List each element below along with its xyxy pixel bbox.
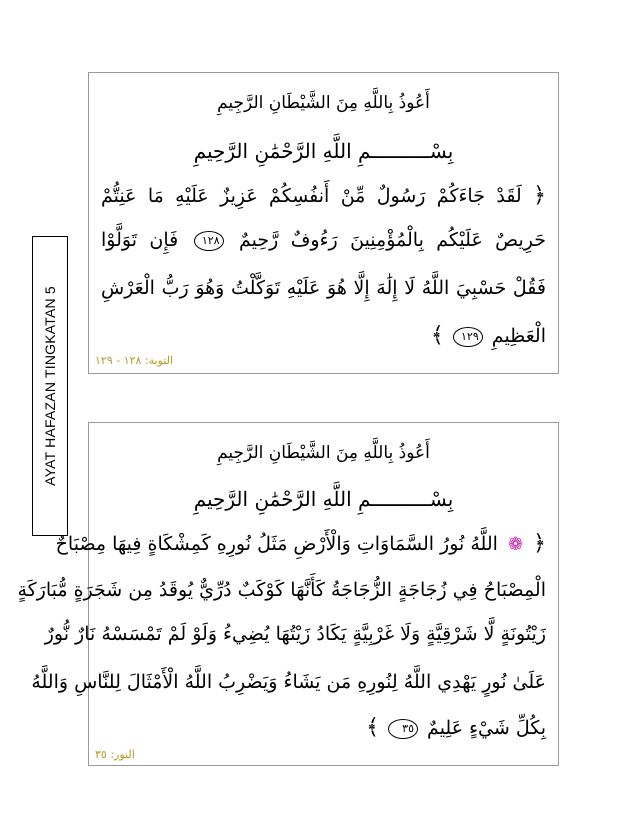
open-bracket: ﴿ [533, 183, 546, 208]
open-bracket: ﴿ [533, 531, 546, 556]
verse-text: الْمِصْبَاحُ فِي زُجَاجَةٍ الزُّجَاجَةُ كَأَنَّهَا كَوْكَبٌ دُرِّيٌّ يُوقَدُ مِن شَجَرَةٍ مُّبَارَكَةٍ [17, 579, 546, 601]
ayah-number-marker: ١٢٨ [194, 231, 224, 251]
side-title-box [32, 236, 68, 536]
ayah-number-marker: ٣٥ [388, 719, 418, 739]
verse-line-3 [44, 623, 546, 645]
verse-line-2 [101, 229, 546, 251]
verse-line-2 [17, 579, 546, 601]
flower-ornament-icon: ❁ [507, 534, 524, 555]
verse-text: عَلَىٰ نُورٍ يَهْدِي اللَّهُ لِنُورِهِ مَن يَشَاءُ وَيَضْرِبُ اللَّهُ الْأَمْثَالَ لِلنَّاسِ وَاللَّهُ [31, 671, 546, 693]
verse-line-1 [101, 183, 546, 208]
surah-reference: النور: ٣٥ [95, 748, 135, 761]
close-bracket: ﴾ [430, 323, 444, 348]
verse-line-1 [55, 531, 546, 556]
ayah-number-marker: ١٢٩ [453, 327, 483, 347]
verse-panel-nur [17, 422, 559, 766]
verse-text: حَرِيصٌ عَلَيْكُم بِالْمُؤْمِنِينَ رَءُوفٌ رَّحِيمٌ [239, 229, 546, 251]
verse-text: فَقُلْ حَسْبِيَ اللَّهُ لَا إِلَٰهَ إِلَّا هُوَ عَلَيْهِ تَوَكَّلْتُ وَهُوَ رَبُّ الْعَرْشِ [101, 277, 546, 299]
taawudh-line: أَعُوذُ بِاللَّهِ مِنَ الشَّيْطَانِ الرَّجِيمِ [217, 93, 430, 113]
verse-text: لَقَدْ جَاءَكُمْ رَسُولٌ مِّنْ أَنفُسِكُمْ عَزِيزٌ عَلَيْهِ مَا عَنِتُّمْ [101, 185, 522, 207]
verse-text: زَيْتُونَةٍ لَّا شَرْقِيَّةٍ وَلَا غَرْبِيَّةٍ يَكَادُ زَيْتُهَا يُضِيءُ وَلَوْ لَمْ تَمْسَسْهُ نَارٌ نُّورٌ [44, 623, 546, 645]
verse-text: اللَّهُ نُورُ السَّمَاوَاتِ وَالْأَرْضِ مَثَلُ نُورِهِ كَمِشْكَاةٍ فِيهَا مِصْبَاحٌ [55, 533, 498, 555]
verse-text: بِكُلِّ شَيْءٍ عَلِيمٌ [427, 717, 546, 739]
verse-panel-tawbah [88, 72, 559, 374]
verse-line-4 [101, 323, 546, 348]
basmala-line: بِسْــــــــــمِ اللَّهِ الرَّحْمَٰنِ الرَّحِيمِ [193, 139, 454, 163]
basmala-line: بِسْــــــــــمِ اللَّهِ الرَّحْمَٰنِ الرَّحِيمِ [193, 487, 454, 511]
verse-text: الْعَظِيمِ [491, 325, 546, 347]
surah-reference: التوبة: ١٢٨ - ١٢٩ [95, 354, 174, 367]
close-bracket: ﴾ [366, 715, 379, 740]
verse-line-4 [31, 671, 546, 693]
verse-line-5 [101, 715, 546, 740]
side-title: AYAT HAFAZAN TINGKATAN 5 [42, 286, 58, 486]
verse-line-3 [101, 277, 546, 299]
taawudh-line: أَعُوذُ بِاللَّهِ مِنَ الشَّيْطَانِ الرَّجِيمِ [217, 443, 430, 463]
verse-text: فَإِن تَوَلَّوْا [101, 229, 179, 251]
